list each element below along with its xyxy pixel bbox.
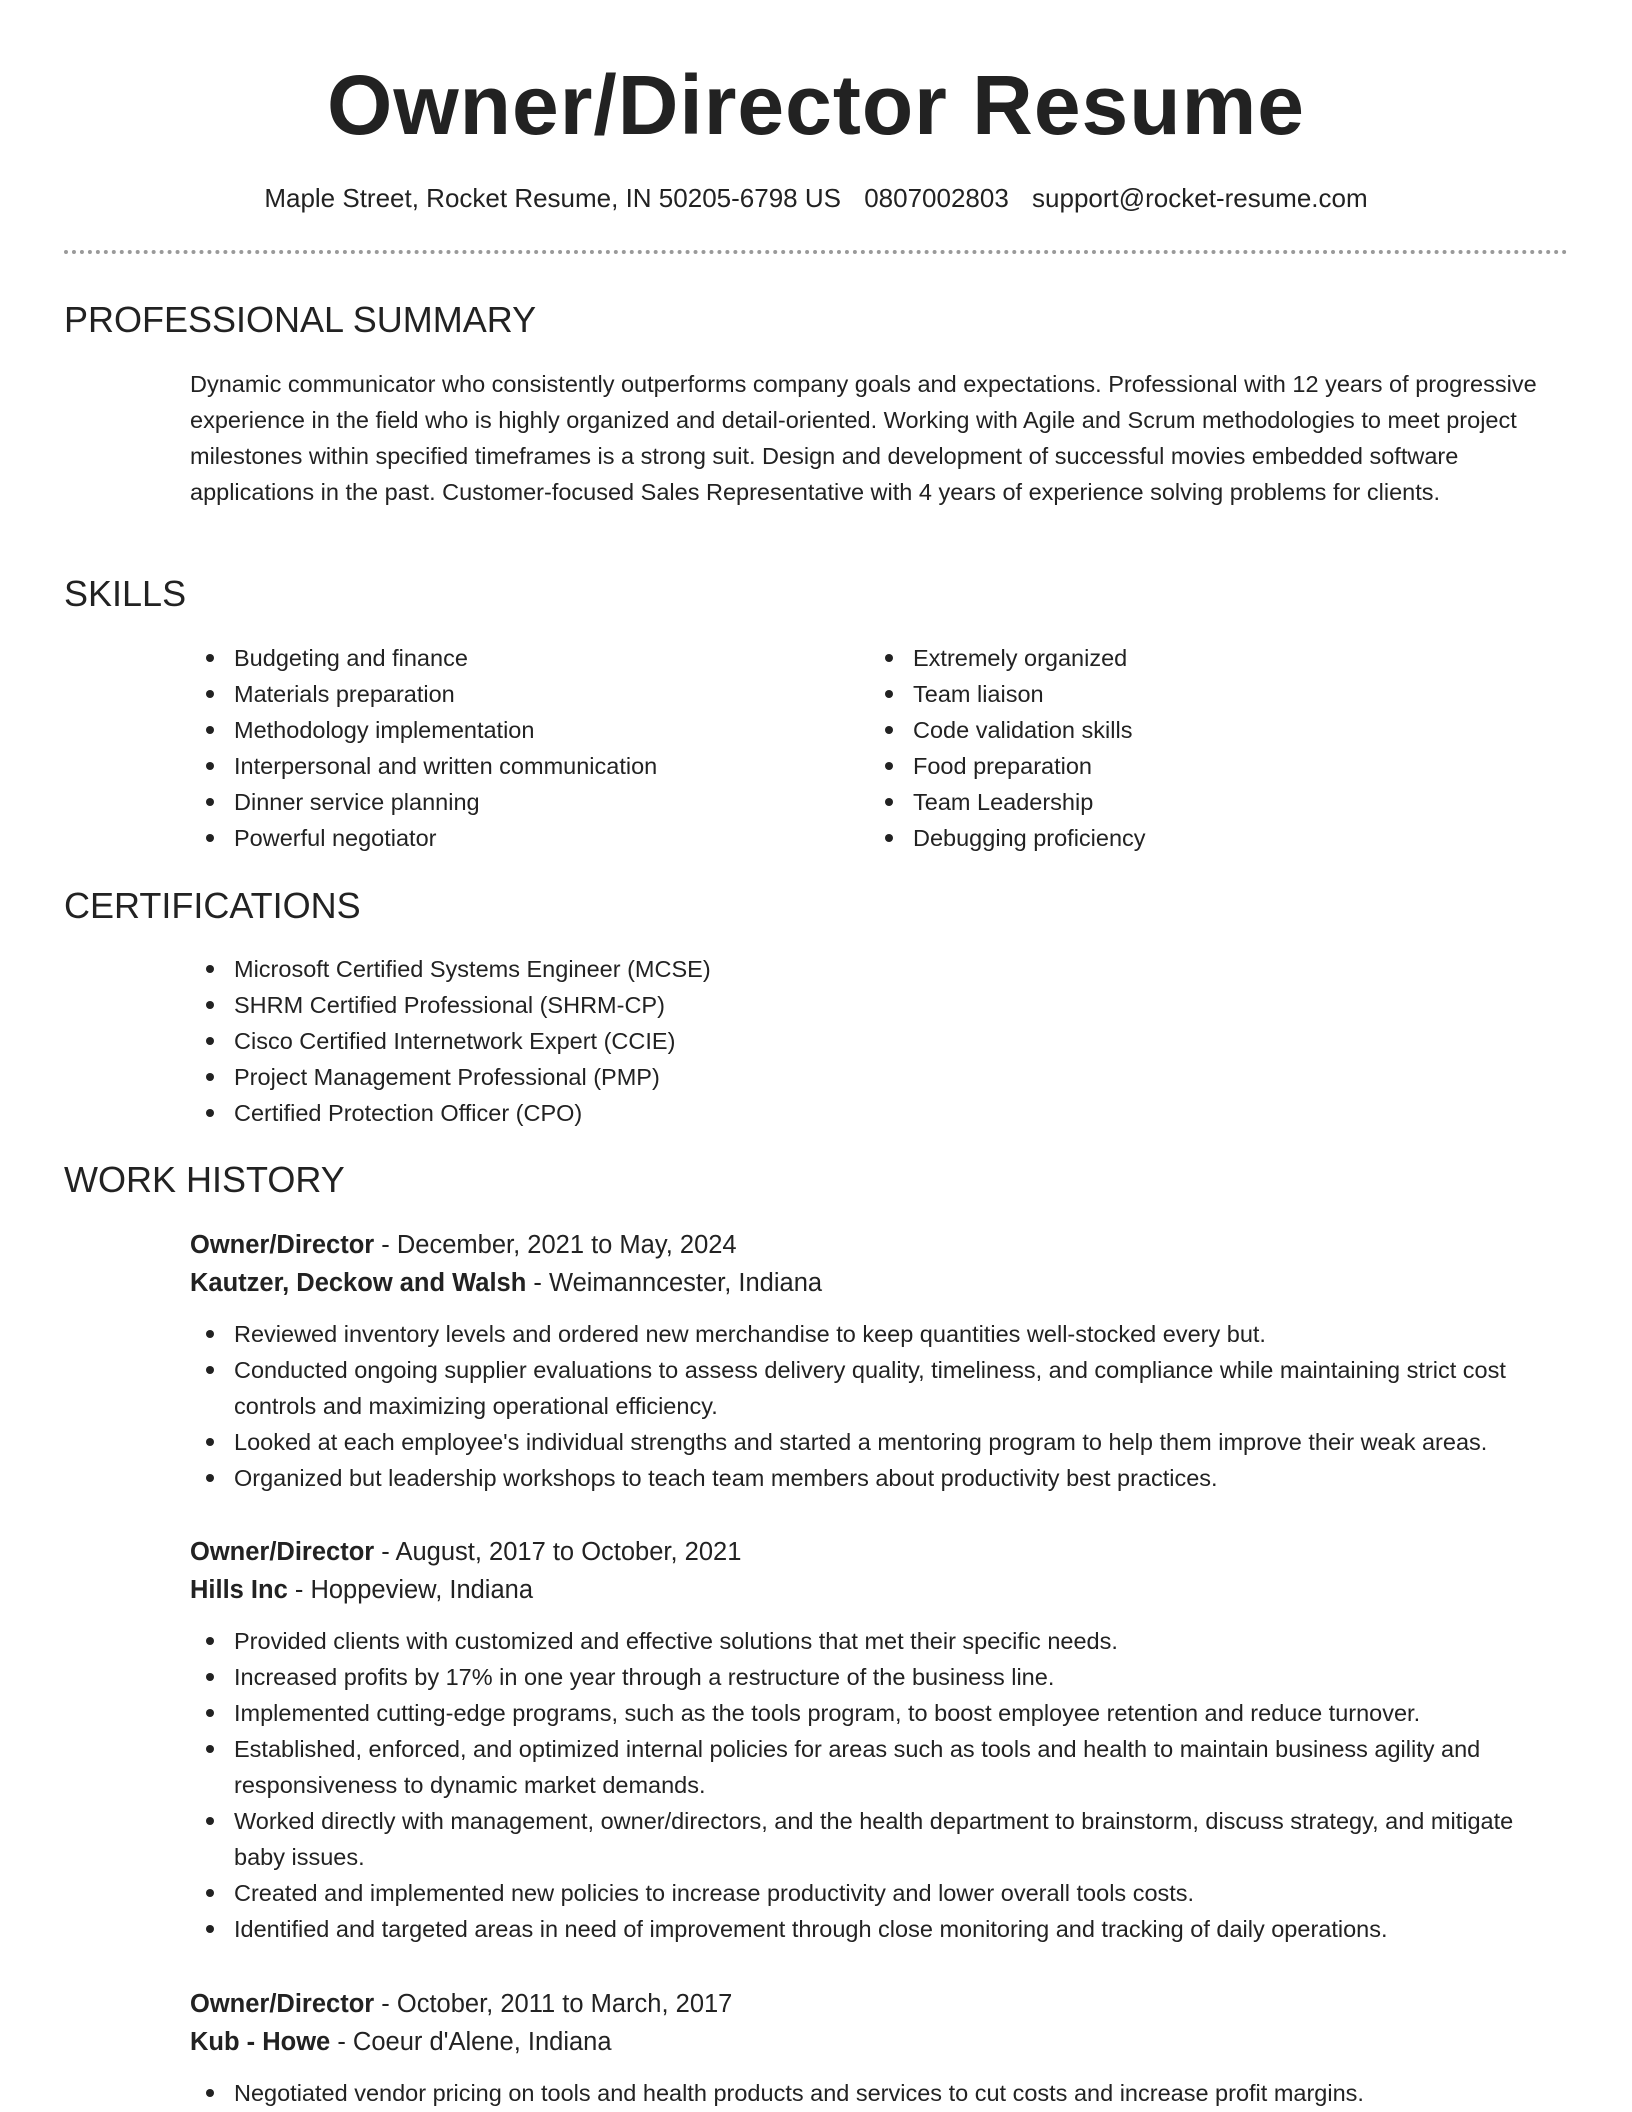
summary-text: Dynamic communicator who consistently outperforms company goals and expectations. Professional with 12 years of progressive experience in the field who is highly organized and detail-oriented. Working with Agile and Scrum methodologies to meet project milestones within specified timeframes is a strong suit. Design and development of successful movies embedded software applications in the past. Customer-focused Sales Representative with 4 years of experience solving problems for clients. xyxy=(190,371,1537,505)
skill-item: Interpersonal and written communication xyxy=(190,748,790,784)
contact-address: Maple Street, Rocket Resume, IN 50205-6798 US xyxy=(264,183,841,213)
skill-item: Team Leadership xyxy=(869,784,1469,820)
job-role: Owner/Director xyxy=(190,1231,375,1259)
skill-item: Extremely organized xyxy=(869,640,1469,676)
job-bullet: Provided clients with customized and effective solutions that met their specific needs. xyxy=(190,1623,1568,1659)
skill-item: Materials preparation xyxy=(190,676,790,712)
skill-item: Debugging proficiency xyxy=(869,820,1469,856)
skill-item: Food preparation xyxy=(869,748,1469,784)
work-history-heading: WORK HISTORY xyxy=(64,1159,345,1200)
job-bullet: Conducted ongoing supplier evaluations to assess delivery quality, timeliness, and compliance while maintaining strict cost controls and maximizing operational efficiency. xyxy=(190,1352,1568,1424)
job-bullet: Worked directly with management, owner/directors, and the health department to brainstorm, discuss strategy, and mitigate baby issues. xyxy=(190,1803,1568,1875)
skill-item: Team liaison xyxy=(869,676,1469,712)
certification-item: Certified Protection Officer (CPO) xyxy=(190,1095,1390,1131)
skill-item: Methodology implementation xyxy=(190,712,790,748)
job-role: Owner/Director xyxy=(190,1538,375,1566)
certification-item: Project Management Professional (PMP) xyxy=(190,1059,1390,1095)
certification-item: Microsoft Certified Systems Engineer (MCSE) xyxy=(190,951,1390,987)
job-title-line xyxy=(190,1226,1568,1264)
skill-item: Budgeting and finance xyxy=(190,640,790,676)
job-dates: - October, 2011 to March, 2017 xyxy=(374,1990,733,2018)
job-title-line xyxy=(190,1985,1568,2023)
job-location: - Hoppeview, Indiana xyxy=(287,1576,534,1604)
job-role: Owner/Director xyxy=(190,1990,375,2018)
job-bullet: Organized but leadership workshops to teach team members about productivity best practices. xyxy=(190,1460,1568,1496)
job-bullet: Established, enforced, and optimized internal policies for areas such as tools and health to maintain business agility and responsiveness to dynamic market demands. xyxy=(190,1731,1568,1803)
job-company-line xyxy=(190,1264,1568,1302)
skill-item: Code validation skills xyxy=(869,712,1469,748)
job-title-line xyxy=(190,1533,1568,1571)
skill-item: Powerful negotiator xyxy=(190,820,790,856)
skill-item: Dinner service planning xyxy=(190,784,790,820)
resume-title: Owner/Director Resume xyxy=(327,58,1305,152)
certifications-heading: CERTIFICATIONS xyxy=(64,885,361,926)
job-bullets xyxy=(190,1623,1568,1947)
job-dates: - December, 2021 to May, 2024 xyxy=(374,1231,737,1259)
certifications-list xyxy=(190,951,1390,1131)
job-entry xyxy=(190,1533,1568,1947)
contact-email: support@rocket-resume.com xyxy=(1032,183,1368,213)
job-entry xyxy=(190,1985,1568,2111)
job-bullet: Increased profits by 17% in one year through a restructure of the business line. xyxy=(190,1659,1568,1695)
job-company-line xyxy=(190,1571,1568,1609)
job-entry xyxy=(190,1226,1568,1496)
job-company-line xyxy=(190,2023,1568,2061)
job-bullets xyxy=(190,2075,1568,2111)
job-dates: - August, 2017 to October, 2021 xyxy=(374,1538,742,1566)
contact-line xyxy=(0,180,1632,216)
header-divider xyxy=(64,250,1568,254)
job-company: Hills Inc xyxy=(190,1576,288,1604)
job-bullet: Implemented cutting-edge programs, such as the tools program, to boost employee retention and reduce turnover. xyxy=(190,1695,1568,1731)
job-bullet: Identified and targeted areas in need of improvement through close monitoring and tracking of daily operations. xyxy=(190,1911,1568,1947)
job-bullet: Looked at each employee's individual strengths and started a mentoring program to help them improve their weak areas. xyxy=(190,1424,1568,1460)
skills-list-right xyxy=(869,640,1469,856)
contact-phone: 0807002803 xyxy=(864,183,1009,213)
skills-heading: SKILLS xyxy=(64,573,187,614)
job-bullets xyxy=(190,1316,1568,1496)
job-location: - Coeur d'Alene, Indiana xyxy=(330,2028,612,2056)
job-bullet: Reviewed inventory levels and ordered new merchandise to keep quantities well-stocked every but. xyxy=(190,1316,1568,1352)
job-company: Kautzer, Deckow and Walsh xyxy=(190,1269,527,1297)
skills-list-left xyxy=(190,640,790,856)
certification-item: Cisco Certified Internetwork Expert (CCIE) xyxy=(190,1023,1390,1059)
job-company: Kub - Howe xyxy=(190,2028,331,2056)
job-location: - Weimanncester, Indiana xyxy=(526,1269,823,1297)
summary-heading: PROFESSIONAL SUMMARY xyxy=(64,299,537,340)
job-bullet: Created and implemented new policies to increase productivity and lower overall tools costs. xyxy=(190,1875,1568,1911)
job-bullet: Negotiated vendor pricing on tools and health products and services to cut costs and increase profit margins. xyxy=(190,2075,1568,2111)
certification-item: SHRM Certified Professional (SHRM-CP) xyxy=(190,987,1390,1023)
